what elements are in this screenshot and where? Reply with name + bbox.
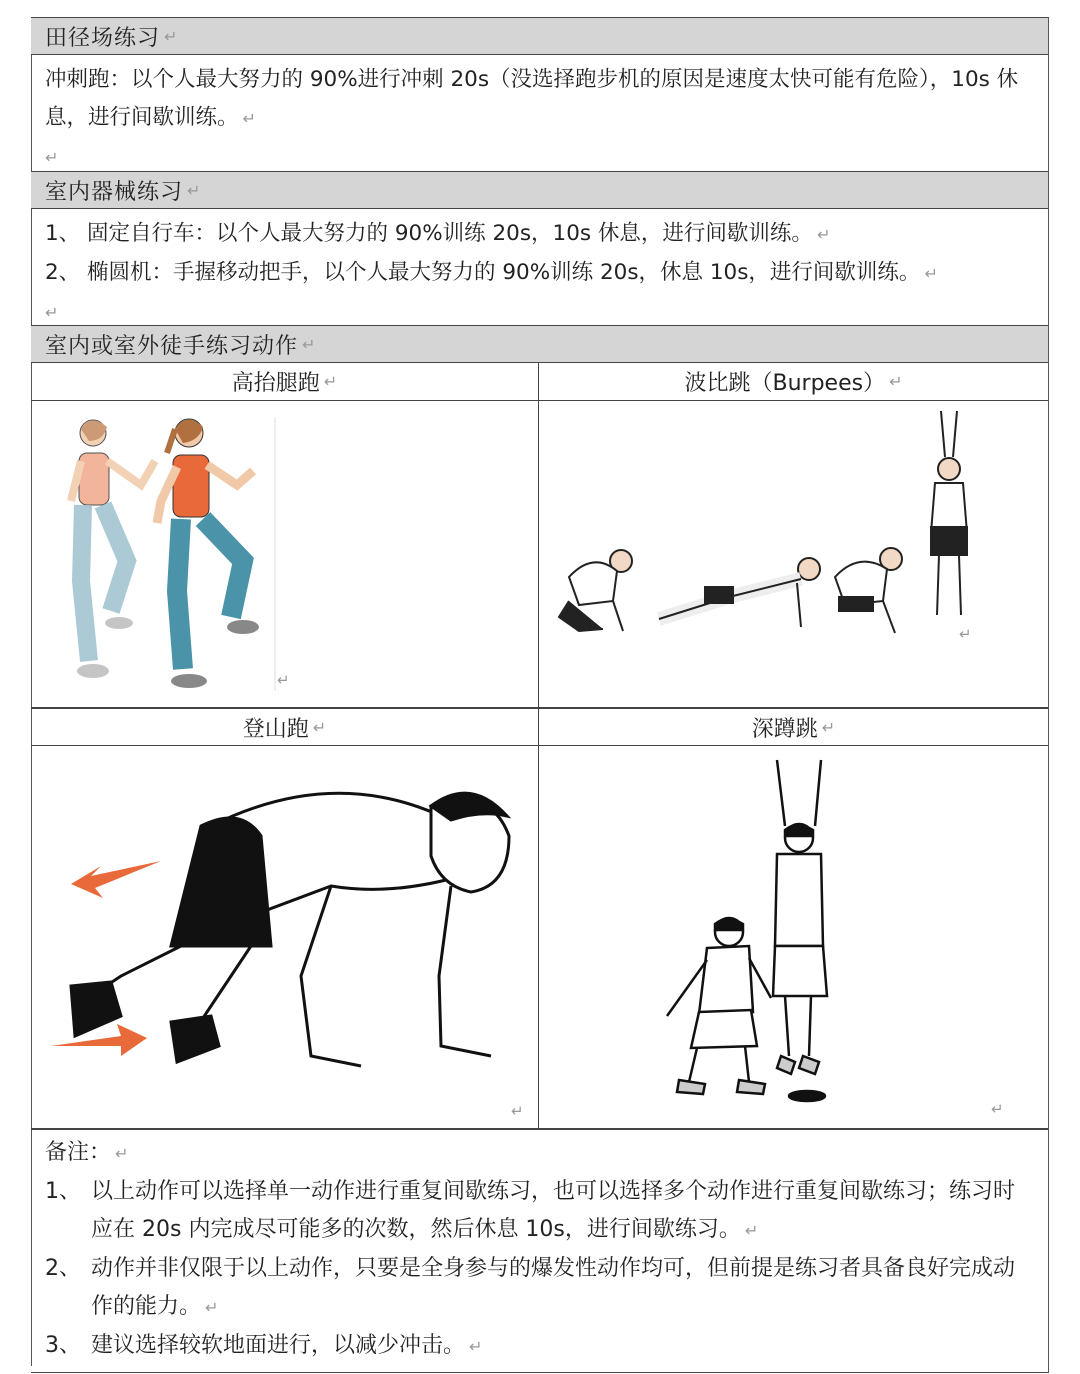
list-item: 2、 动作并非仅限于以上动作，只要是全身参与的爆发性动作均可，但前提是练习者具备良好完成动作的能力。 ↵ [45,1256,1016,1319]
list-item: 2、 椭圆机：手握移动把手，以个人最大努力的 90%训练 20s，休息 10s，进行间歇训练。 ↵ [45,260,938,285]
mountain-climber-illustration [31,746,539,1129]
track-text: 冲刺跑：以个人最大努力的 90%进行冲刺 20s（没选择跑步机的原因是速度太快可能有危险），10s 休息，进行间歇训练。 [45,67,1019,130]
section-header-equipment: 室内器械练习 ↵ [31,171,1048,209]
exercise-title-burpees: 波比跳（Burpees） ↵ [539,363,1048,401]
squat-jump-illustration [539,746,1048,1129]
document-table [31,17,1049,1373]
list-item: 1、 固定自行车：以个人最大努力的 90%训练 20s，10s 休息，进行间歇训练。 ↵ [45,221,831,246]
exercise-title-mountain-climber: 登山跑 ↵ [31,708,539,746]
list-item: 1、 以上动作可以选择单一动作进行重复间歇练习，也可以选择多个动作进行重复间歇练习；练习时应在 20s 内完成尽可能多的次数，然后休息 10s，进行间歇练习。 ↵ [45,1179,1016,1242]
svg-text:↵: ↵ [959,625,972,643]
section-title-track: 田径场练习 [45,25,161,51]
exercise-grid [31,363,1048,1129]
notes-title: 备注： ↵ [45,1140,129,1165]
section-title-bodyweight: 室内或室外徒手练习动作 [45,333,299,359]
burpees-illustration [539,401,1048,708]
section-title-equipment: 室内器械练习 [45,179,184,205]
list-item: 3、 建议选择较软地面进行，以减少冲击。 ↵ [45,1333,483,1358]
section-header-bodyweight: 室内或室外徒手练习动作 ↵ [31,325,1048,363]
section-header-track: 田径场练习 ↵ [31,17,1048,55]
exercise-title-high-knees: 高抬腿跑 ↵ [31,363,539,401]
high-knees-illustration [31,401,539,708]
equipment-list: 1、 固定自行车：以个人最大努力的 90%训练 20s，10s 休息，进行间歇训练。 ↵ 2、 椭圆机：手握移动把手，以个人最大努力的 90%训练 20s，休息 10s，进行间歇训练。 ↵ ↵ [31,209,1048,325]
notes-section [31,1129,1048,1373]
track-description: 冲刺跑：以个人最大努力的 90%进行冲刺 20s（没选择跑步机的原因是速度太快可能有危险），10s 休息，进行间歇训练。 ↵ ↵ [45,67,1019,167]
exercise-title-squat-jump: 深蹲跳 ↵ [539,708,1048,746]
svg-text:↵: ↵ [277,671,290,689]
svg-text:↵: ↵ [511,1102,524,1120]
svg-text:↵: ↵ [991,1100,1004,1118]
